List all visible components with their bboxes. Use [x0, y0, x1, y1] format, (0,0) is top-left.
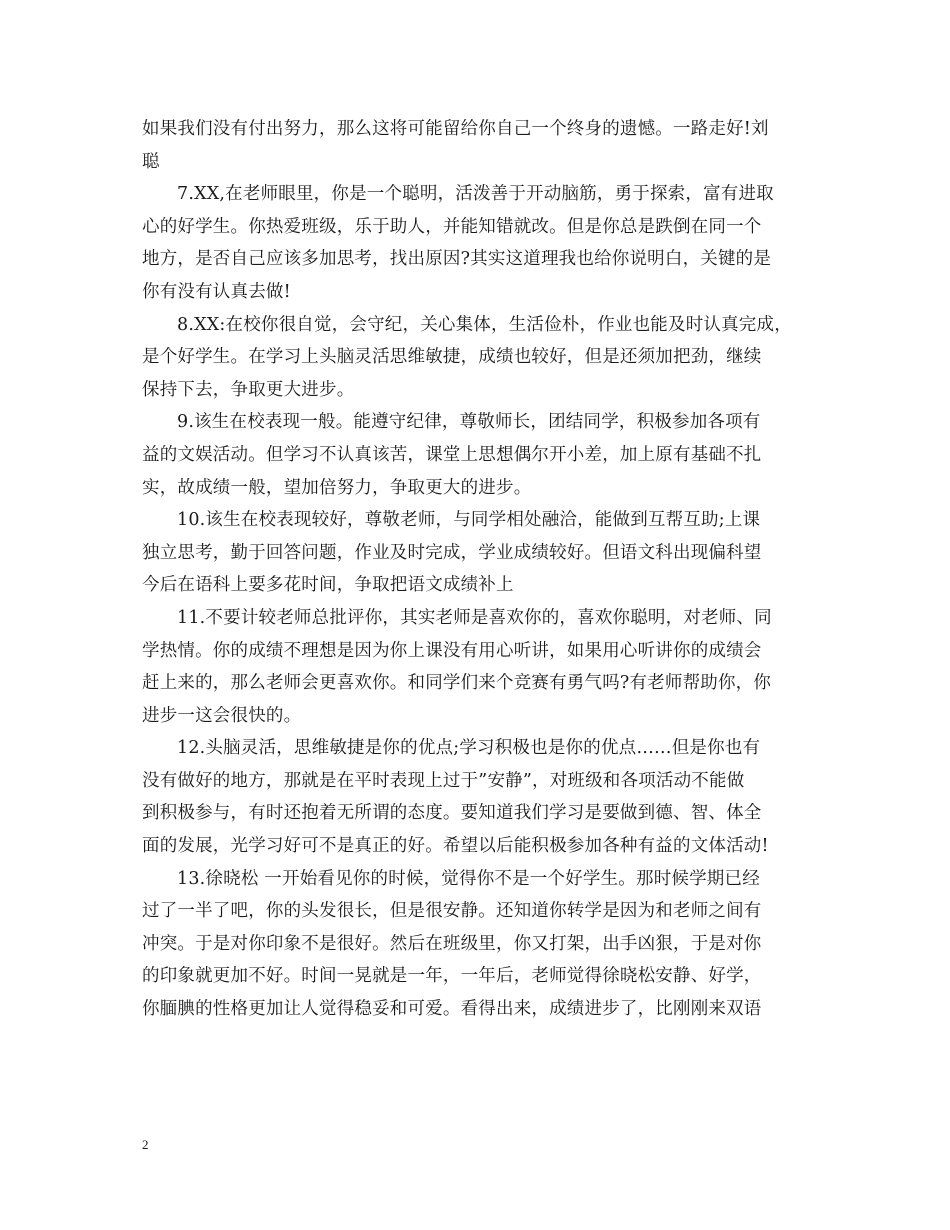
text-line: 心的好学生。你热爱班级，乐于助人，并能知错就改。但是你总是跌倒在同一个 [142, 216, 762, 237]
text-line: 到积极参与，有时还抱着无所谓的态度。要知道我们学习是要做到德、智、体全 [142, 803, 762, 824]
text-line: 独立思考，勤于回答问题，作业及时完成，学业成绩较好。但语文科出现偏科望 [142, 542, 762, 563]
paragraph-first-line: 7.XX,在老师眼里，你是一个聪明，活泼善于开动脑筋，勇于探索，富有进取 [177, 184, 774, 205]
paragraph-first-line: 11.不要计较老师总批评你，其实老师是喜欢你的，喜欢你聪明，对老师、同 [177, 607, 772, 628]
text-line: 没有做好的地方，那就是在平时表现上过于”安静”，对班级和各项活动不能做 [142, 770, 745, 791]
text-line: 你有没有认真去做! [142, 281, 291, 302]
text-line: 你腼腆的性格更加让人觉得稳妥和可爱。看得出来，成绩进步了，比刚刚来双语 [142, 999, 762, 1020]
text-line: 的印象就更加不好。时间一晃就是一年，一年后，老师觉得徐晓松安静、好学， [142, 966, 762, 987]
text-line: 益的文娱活动。但学习不认真该苦，课堂上思想偶尔开小差，加上原有基础不扎 [142, 444, 762, 465]
paragraph-first-line: 12.头脑灵活，思维敏捷是你的优点;学习积极也是你的优点……但是你也有 [177, 738, 761, 759]
page-number: 2 [142, 1137, 149, 1152]
text-line: 保持下去，争取更大进步。 [142, 379, 355, 400]
text-line: 进步一这会很快的。 [142, 705, 302, 726]
text-line: 如果我们没有付出努力，那么这将可能留给你自己一个终身的遗憾。一路走好!刘 [142, 119, 769, 139]
text-line: 实，故成绩一般，望加倍努力，争取更大的进步。 [142, 477, 532, 498]
text-line: 赶上来的，那么老师会更喜欢你。和同学们来个竞赛有勇气吗?有老师帮助你，你 [142, 673, 772, 694]
text-line: 面的发展，光学习好可不是真正的好。希望以后能积极参加各种有益的文体活动! [142, 836, 769, 857]
text-line: 是个好学生。在学习上头脑灵活思维敏捷，成绩也较好，但是还须加把劲，继续 [142, 347, 762, 368]
text-line: 过了一半了吧，你的头发很长，但是很安静。还知道你转学是因为和老师之间有 [142, 901, 762, 922]
paragraph-first-line: 10.该生在校表现较好，尊敬老师，与同学相处融洽，能做到互帮互助;上课 [177, 510, 761, 531]
text-line: 聪 [142, 151, 160, 172]
paragraph-first-line: 8.XX:在校你很自觉，会守纪，关心集体，生活俭朴，作业也能及时认真完成， [177, 314, 792, 335]
paragraph-first-line: 9.该生在校表现一般。能遵守纪律，尊敬师长，团结同学，积极参加各项有 [177, 412, 761, 433]
paragraph-first-line: 13.徐晓松 一开始看见你的时候，觉得你不是一个好学生。那时候学期已经 [177, 868, 760, 889]
document-body [142, 113, 810, 1026]
text-line: 地方，是否自己应该多加思考，找出原因?其实这道理我也给你说明白，关键的是 [142, 249, 772, 270]
text-line: 今后在语科上要多花时间，争取把语文成绩补上 [142, 575, 514, 596]
text-line: 学热情。你的成绩不理想是因为你上课没有用心听讲，如果用心听讲你的成绩会 [142, 640, 762, 661]
text-line: 冲突。于是对你印象不是很好。然后在班级里，你又打架，出手凶狠，于是对你 [142, 933, 762, 954]
